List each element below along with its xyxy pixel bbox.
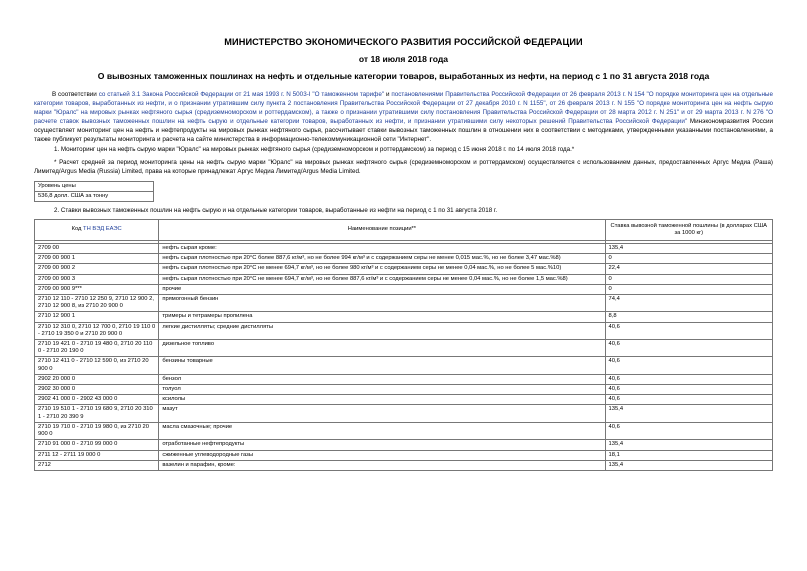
tnved-code-cell: 2902 20 000 0	[35, 374, 159, 384]
position-name-cell: нефть сырая кроме:	[159, 244, 605, 254]
tnved-code-cell: 2709 00	[35, 244, 159, 254]
duty-rate-cell: 135,4	[605, 405, 772, 422]
tnved-code-cell: 2710 12 900 1	[35, 312, 159, 322]
table-row	[35, 340, 773, 357]
duty-rate-cell: 8,8	[605, 312, 772, 322]
intro-paragraph	[34, 91, 773, 144]
table-row	[35, 295, 773, 312]
position-name-cell: легкие дистилляты; средние дистилляты	[159, 322, 605, 339]
table-row	[35, 405, 773, 422]
table-header-row	[35, 220, 773, 241]
tnved-code-cell: 2709 00 900 1	[35, 254, 159, 264]
duty-rate-cell: 135,4	[605, 244, 772, 254]
position-name-cell: толуол	[159, 385, 605, 395]
tnved-code-cell: 2902 30 000 0	[35, 385, 159, 395]
table-row	[35, 312, 773, 322]
table-row	[35, 254, 773, 264]
tnved-code-cell: 2710 19 510 1 - 2710 19 680 9, 2710 20 310 1 - 2710 20 390 9	[35, 405, 159, 422]
duty-rate-cell: 18,1	[605, 450, 772, 460]
ministry-title: МИНИСТЕРСТВО ЭКОНОМИЧЕСКОГО РАЗВИТИЯ РОССИЙСКОЙ ФЕДЕРАЦИИ	[224, 37, 583, 47]
tnved-link[interactable]: ТН ВЭД ЕАЭС	[83, 226, 122, 233]
document-subject: О вывозных таможенных пошлинах на нефть и отдельные категории товаров, выработанных из нефти, на период с 1 по 31 августа 2018 года	[97, 71, 710, 81]
tnved-code-cell: 2710 19 421 0 - 2710 19 480 0, 2710 20 110 0 - 2710 20 190 0	[35, 340, 159, 357]
position-name-cell: нефть сырая плотностью при 20°С более 887,6 кг/м³, но не более 994 кг/м³ и с содержанием серы не менее 0,015 мас.%, но не более 3,47 мас.%8)	[159, 254, 605, 264]
col-code-prefix: Код	[71, 226, 84, 233]
table-row	[35, 460, 773, 470]
tnved-code-cell: 2712	[35, 460, 159, 470]
col-name-header: Наименование позиции**	[159, 220, 605, 241]
tnved-code-cell: 2710 12 411 0 - 2710 12 590 0, из 2710 20 900 0	[35, 357, 159, 374]
document-date: от 18 июля 2018 года	[358, 54, 449, 64]
position-name-cell: дизельное топливо	[159, 340, 605, 357]
table-row	[35, 322, 773, 339]
table-row	[35, 440, 773, 450]
tnved-code-cell: 2710 12 310 0, 2710 12 700 0, 2710 19 110 0 - 2710 19 350 0 и 2710 20 900 0	[35, 322, 159, 339]
position-name-cell: тримеры и тетрамеры пропилена	[159, 312, 605, 322]
col-rate-header: Ставка вывозной таможенной пошлины (в долларах США за 1000 кг)	[605, 220, 772, 241]
intro-text-3: Минэкономразвития России осуществляет мониторинг цен на нефть и нефтепродукты на мировых рынках нефтяного сырья, рассчитывает ставки вывозных таможенных пошлин в отношении них в соответствии с методиками, утвержденными указанными постановлениями, а также публикует результаты мониторинга и расчета на сайте министерства в информационно-телекоммуникационной сети "Интернет".	[34, 117, 773, 143]
col-code-header	[35, 220, 159, 241]
intro-text-1: В соответствии	[52, 91, 99, 98]
duty-rate-cell: 0	[605, 254, 772, 264]
tnved-code-cell: 2709 00 900 3	[35, 274, 159, 284]
duty-rate-cell: 40,6	[605, 374, 772, 384]
table-row	[35, 374, 773, 384]
position-name-cell: мазут	[159, 405, 605, 422]
price-level-table	[34, 181, 154, 202]
position-name-cell: сжиженные углеводородные газы	[159, 450, 605, 460]
table-row	[35, 422, 773, 439]
position-name-cell: прямогонный бензин	[159, 295, 605, 312]
price-level-label: Уровень цены	[35, 181, 154, 191]
position-name-cell: отработанные нефтепродукты	[159, 440, 605, 450]
position-name-cell: нефть сырая плотностью при 20°С не менее 694,7 кг/м³, но не более 887,6 кг/м³ и с содержанием серы не менее 0,04 мас.%, но не более 1,5 мас.%8)	[159, 274, 605, 284]
duty-rate-cell: 0	[605, 284, 772, 294]
position-name-cell: бензины товарные	[159, 357, 605, 374]
duty-rate-cell: 135,4	[605, 460, 772, 470]
intro-text-2: и	[384, 91, 392, 98]
footnote-argus: * Расчет средней за период мониторинга цены на нефть сырую марки "Юралс" на мировых рынках нефтяного сырья (средиземноморском и роттердамском) осуществляется с использованием данных, предоставленных Аргус Медиа (Раша) Лимитед/Argus Media (Russia) Limited, права на которые принадлежат Аргус Медиа Лимитед/Argus Media Limited.	[34, 159, 773, 176]
table-row	[35, 385, 773, 395]
position-name-cell: масла смазочные; прочие	[159, 422, 605, 439]
position-name-cell: бензол	[159, 374, 605, 384]
table-row	[35, 357, 773, 374]
duty-rate-cell: 74,4	[605, 295, 772, 312]
tnved-code-cell: 2709 00 900 2	[35, 264, 159, 274]
position-name-cell: вазелин и парафин, кроме:	[159, 460, 605, 470]
duty-rates-table	[34, 219, 773, 471]
duty-rate-cell: 40,6	[605, 395, 772, 405]
tnved-code-cell: 2902 41 000 0 - 2902 43 000 0	[35, 395, 159, 405]
table-row	[35, 244, 773, 254]
table-row	[35, 450, 773, 460]
law-link[interactable]: со статьей 3.1 Закона Российской Федерации от 21 мая 1993 г. N 5003-I "О таможенном тарифе"	[98, 91, 385, 98]
duty-rate-cell: 40,6	[605, 422, 772, 439]
tnved-code-cell: 2711 12 - 2711 19 000 0	[35, 450, 159, 460]
tnved-code-cell: 2710 12 110 - 2710 12 250 9, 2710 12 900 2, 2710 12 900 8, из 2710 20 900 0	[35, 295, 159, 312]
tnved-code-cell: 2710 91 000 0 - 2710 99 000 0	[35, 440, 159, 450]
price-level-value: 536,8 долл. США за тонну	[35, 192, 154, 202]
table-row	[35, 274, 773, 284]
position-name-cell: ксилолы	[159, 395, 605, 405]
duty-rate-cell: 135,4	[605, 440, 772, 450]
table-row	[35, 264, 773, 274]
duty-rate-cell: 22,4	[605, 264, 772, 274]
duty-rate-cell: 0	[605, 274, 772, 284]
duty-rate-cell: 40,6	[605, 322, 772, 339]
decrees-link[interactable]: постановлениями Правительства Российской Федерации от 26 февраля 2013 г. N 154 "О порядке мониторинга цен на отдельные категории товаров, выработанных из нефти, и о признании утратившим силу пункта 2 постановления Правительства Российской Федерации от 27 декабря 2010 г. N 1155", от 26 февраля 2013 г. N 155 "О порядке мониторинга цен на нефть сырую марки "Юралс" на мировых рынках нефтяного сырья (средиземноморском и роттердамском), а также о признании утратившими силу постановления Правительства Российской Федерации от 28 марта 2012 г. N 251" и от 29 марта 2013 г. N 276 "О расчете ставок вывозных таможенных пошлин на нефть сырую и отдельные категории товаров, выработанных из нефти, и признании утратившими силу некоторых решений Правительства Российской Федерации"	[34, 91, 773, 125]
table-row	[35, 395, 773, 405]
duty-rate-cell: 40,6	[605, 340, 772, 357]
tnved-code-cell: 2709 00 900 9***	[35, 284, 159, 294]
item-1-monitoring: 1. Мониторинг цен на нефть сырую марки "Юралс" на мировых рынках нефтяного сырья (средиземноморском и роттердамском) за период с 15 июня 2018 г. по 14 июля 2018 года.*	[54, 146, 575, 154]
duty-rate-cell: 40,6	[605, 385, 772, 395]
tnved-code-cell: 2710 19 710 0 - 2710 19 980 0, из 2710 20 900 0	[35, 422, 159, 439]
position-name-cell: нефть сырая плотностью при 20°С не менее 694,7 кг/м³, но не более 980 кг/м³ и с содержанием серы не менее 0,04 мас.%, но не более 5 мас.%10)	[159, 264, 605, 274]
table-row	[35, 284, 773, 294]
duty-rate-cell: 40,6	[605, 357, 772, 374]
position-name-cell: прочие	[159, 284, 605, 294]
item-2-duties: 2. Ставки вывозных таможенных пошлин на нефть сырую и на отдельные категории товаров, выработанные из нефти на период с 1 по 31 августа 2018 г.	[54, 207, 498, 215]
